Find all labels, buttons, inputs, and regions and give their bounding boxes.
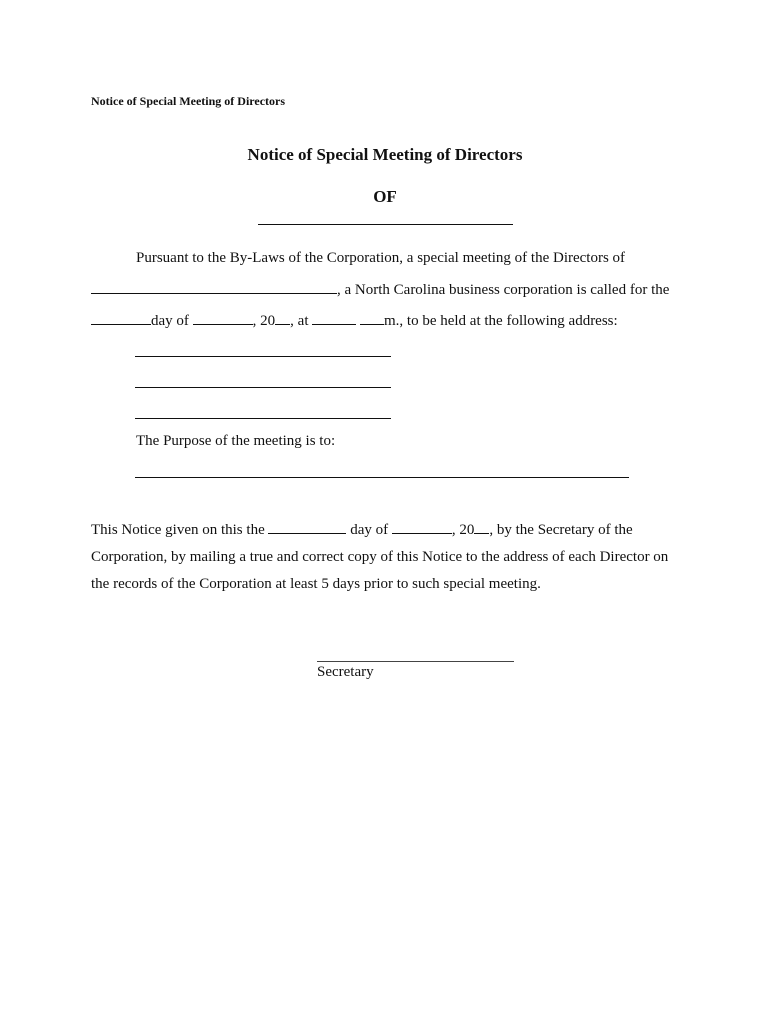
of-label: OF xyxy=(373,187,397,206)
year-prefix-text: , 20 xyxy=(252,313,276,329)
at-text: , at xyxy=(290,313,309,329)
address-intro-text: m., to be held at the following address: xyxy=(383,313,618,329)
notice-day-of-text: day of xyxy=(350,522,389,538)
para1-line1-text: Pursuant to the By-Laws of the Corporation, a special meeting of the Directors of xyxy=(136,250,626,266)
para1-line2-text: , a North Carolina business corporation is called for the xyxy=(337,282,670,298)
para2-line3: the records of the Corporation at least 5 days prior to such special meeting. xyxy=(91,576,541,592)
meeting-month-field[interactable] xyxy=(193,310,253,325)
para1-line1 xyxy=(136,249,625,267)
signature-line-field[interactable] xyxy=(317,661,514,662)
para1-line2 xyxy=(91,279,669,299)
document-title: Notice of Special Meeting of Directors xyxy=(247,145,523,164)
purpose-label: The Purpose of the meeting is to: xyxy=(136,433,336,449)
para2-line1 xyxy=(91,519,633,539)
notice-day-field[interactable] xyxy=(268,519,346,534)
meeting-time-field[interactable] xyxy=(312,310,356,325)
notice-year-field[interactable] xyxy=(474,519,489,534)
day-of-text: day of xyxy=(151,313,189,329)
corporation-blank-field[interactable] xyxy=(91,279,337,294)
address-line-1-field[interactable] xyxy=(135,356,391,357)
notice-given-text: This Notice given on this the xyxy=(91,522,265,538)
meeting-ampm-field[interactable] xyxy=(360,310,384,325)
purpose-field[interactable] xyxy=(135,477,629,478)
notice-month-field[interactable] xyxy=(392,519,452,534)
corporation-name-field[interactable] xyxy=(258,224,513,225)
document-header: Notice of Special Meeting of Directors xyxy=(91,94,286,108)
secretary-label: Secretary xyxy=(317,664,374,680)
address-line-2-field[interactable] xyxy=(135,387,391,388)
para1-line3 xyxy=(91,310,618,330)
meeting-day-field[interactable] xyxy=(91,310,151,325)
address-line-3-field[interactable] xyxy=(135,418,391,419)
notice-year-prefix-text: , 20 xyxy=(451,522,475,538)
meeting-year-field[interactable] xyxy=(275,310,290,325)
notice-secretary-text: , by the Secretary of the xyxy=(489,522,633,538)
para2-line2: Corporation, by mailing a true and correct copy of this Notice to the address of each Director on xyxy=(91,549,669,565)
